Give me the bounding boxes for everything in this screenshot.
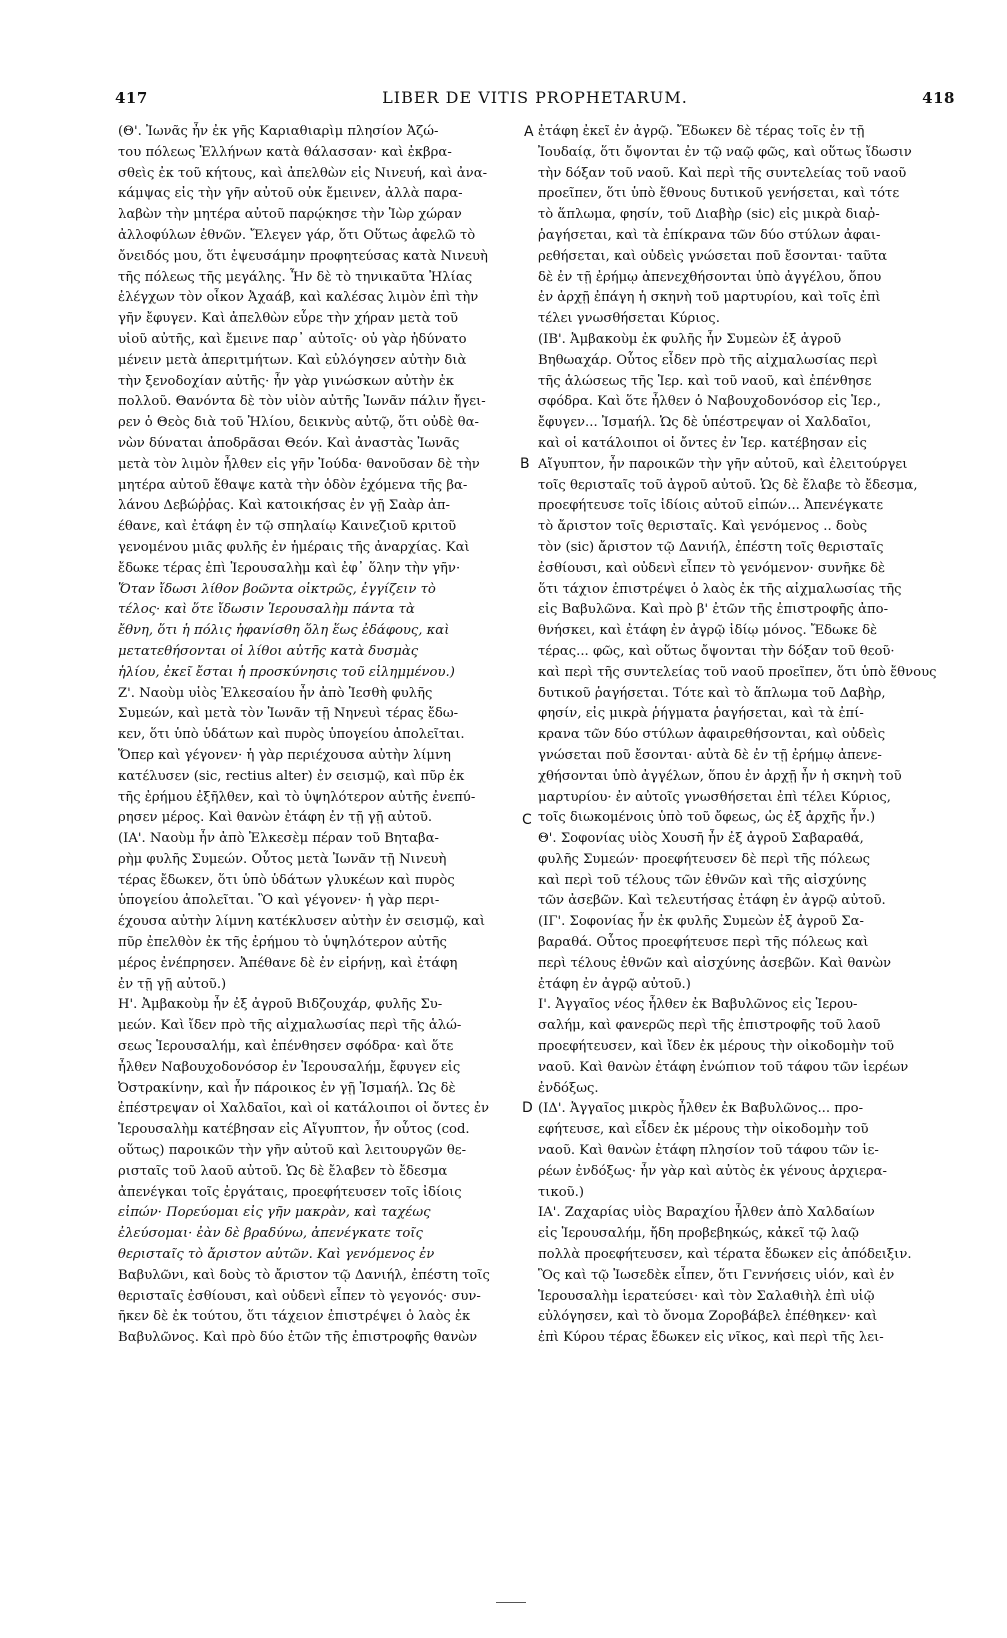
margin-mark-a: A	[524, 124, 534, 140]
text-line: μεών. Καὶ ἴδεν πρὸ τῆς αἰχμαλωσίας περὶ τῆς ἁλώ-	[118, 1018, 462, 1034]
text-line: Συμεών, καὶ μετὰ τὸν Ἰωνᾶν τῇ Νηνευὶ τέρας ἔδω-	[118, 706, 459, 722]
text-line: ναοῦ. Καὶ θανὼν ἐτάφη ἐνώπιον τοῦ τάφου τῶν ἱερέων	[538, 1059, 909, 1075]
text-line: ἐν τῇ γῇ αὐτοῦ.)	[118, 976, 227, 992]
text-line: τέλος· καὶ ὅτε ἴδωσιν Ἱερουσαλὴμ πάντα τὰ	[118, 602, 415, 618]
text-line: υἱοῦ αὐτῆς, καὶ ἔμεινε παρ᾽ αὐτοῖς· οὐ γὰρ ἠδύνατο	[118, 331, 467, 347]
text-line: ἐλέγχων τὸν οἶκον Ἀχαάβ, καὶ καλέσας λιμὸν ἐπὶ τὴν	[118, 290, 479, 306]
text-line: ρὴμ φυλῆς Συμεών. Οὗτος μετὰ Ἰωνᾶν τῇ Νινευὴ	[118, 851, 447, 867]
text-line: ὄνειδός μου, ὅτι ἐψευσάμην προφητεύσας κατὰ Νινευὴ	[118, 248, 488, 264]
text-line: ἐπέστρεψαν οἱ Χαλδαῖοι, καὶ οἱ κατάλοιποι οἱ ὄντες ἐν	[118, 1101, 490, 1117]
text-line: τὴν ξενοδοχίαν αὐτῆς· ἦν γὰρ γινώσκων αὐτὴν ἐκ	[118, 373, 455, 389]
text-line: μετατεθήσονται οἱ λίθοι αὐτῆς κατὰ δυσμὰς	[118, 643, 419, 659]
text-line: τέρας ἔδωκεν, ὅτι ὑπὸ ὑδάτων γλυκέων καὶ πυρὸς	[118, 872, 455, 888]
text-line: τικοῦ.)	[538, 1184, 585, 1200]
text-line: ἀπενέγκαι τοῖς ἐργάταις, προεφήτευσεν τοῖς ἰδίοις	[118, 1184, 462, 1200]
text-line: γνώσεται ποῦ ἔσονται· αὐτὰ δὲ ἐν τῇ ἐρήμῳ ἀπενε-	[538, 747, 882, 763]
margin-mark-c: C	[522, 812, 532, 828]
text-line: μέρος ἐνέπρησεν. Ἀπέθανε δὲ ἐν εἰρήνῃ, καὶ ἐτάφη	[118, 955, 458, 971]
text-line: ἐσθίουσι, καὶ οὐδενὶ εἶπεν τὸ γενόμενον· συνῆκε δὲ	[538, 560, 886, 576]
text-line: σεως Ἱερουσαλήμ, καὶ ἐπένθησεν σφόδρα· καὶ ὅτε	[118, 1039, 454, 1055]
text-line: Ζ'. Ναοὺμ υἱὸς Ἐλκεσαίου ἦν ἀπὸ Ἰεσθὴ φυλῆς	[118, 685, 433, 701]
text-line: έχουσα αὐτὴν λίμνη κατέκλυσεν αὐτὴν ἐν σεισμῷ, καὶ	[118, 914, 485, 930]
text-line: βαραθά. Οὗτος προεφήτευσε περὶ τῆς πόλεως καὶ	[538, 935, 869, 951]
text-line: Βαβυλῶνι, καὶ δοὺς τὸ ἄριστον τῷ Δανιήλ, ἐπέστη τοῖς	[118, 1267, 490, 1283]
text-line: ἀλλοφύλων ἐθνῶν. Ἔλεγεν γάρ, ὅτι Οὕτως ἀφελῶ τὸ	[118, 227, 476, 243]
text-line: (ΙΔ'. Ἀγγαῖος μικρὸς ἦλθεν ἐκ Βαβυλῶνος... προ-	[538, 1101, 864, 1117]
text-line: τὸν (sic) ἄριστον τῷ Δανιήλ, ἐπέστη τοῖς θερισταῖς	[538, 539, 884, 555]
page-number-left: 417	[115, 89, 148, 107]
text-line: μαρτυρίου· ἐν αὐτοῖς γνωσθήσεται ἐπὶ τέλει Κύριος,	[538, 789, 891, 805]
text-line: τοῖς διωκομένοις ὑπὸ τοῦ ὄφεως, ὡς ἐξ ἀρχῆς ἦν.)	[538, 810, 876, 826]
text-line: τοῖς θερισταῖς τοῦ ἀγροῦ αὐτοῦ. Ὡς δὲ ἔλαβε τὸ ἔδεσμα,	[538, 477, 918, 493]
text-line: εὐλόγησεν, καὶ τὸ ὄνομα Ζοροβάβελ ἐπέθηκεν· καὶ	[538, 1309, 878, 1325]
text-line: πῦρ ἐπελθὸν ἐκ τῆς ἐρήμου τὸ ὑψηλότερον αὐτῆς	[118, 935, 447, 951]
text-line: τὸ ἅπλωμα, φησίν, τοῦ Διαβὴρ (sic) εἰς μικρὰ διαῤ-	[538, 207, 880, 223]
text-line: ρισταῖς τοῦ λαοῦ αὐτοῦ. Ὡς δὲ ἔλαβεν τὸ ἔδεσμα	[118, 1163, 448, 1179]
text-line: ρησεν μέρος. Καὶ θανὼν ἐτάφη ἐν τῇ γῇ αὐτοῦ.	[118, 810, 433, 826]
text-line: λάνου Δεβώῤῥας. Καὶ κατοικήσας ἐν γῇ Σαὰρ ἀπ-	[118, 498, 451, 514]
text-line: θερισταῖς τὸ ἄριστον αὐτῶν. Καὶ γενόμενος ἐν	[118, 1247, 435, 1263]
text-line: ἔθνη, ὅτι ἡ πόλις ἠφανίσθη ὅλη ἕως ἐδάφους, καὶ	[118, 623, 450, 639]
text-line: καὶ περὶ τῆς συντελείας τοῦ ναοῦ προεῖπεν, ὅτι ὑπὸ ἔθνους	[538, 664, 937, 680]
text-line: ρεθήσεται, καὶ οὐδεὶς γνώσεται ποῦ ἔσονται· ταῦτα	[538, 248, 888, 264]
text-line: τὸ ἄριστον τοῖς θερισταῖς. Καὶ γενόμενος .. δοὺς	[538, 519, 868, 535]
text-line: ἦλθεν Ναβουχοδονόσορ ἐν Ἱερουσαλήμ, ἔφυγεν εἰς	[118, 1059, 461, 1075]
text-line: Ι'. Ἀγγαῖος νέος ἦλθεν ἐκ Βαβυλῶνος εἰς Ἱερου-	[538, 997, 858, 1013]
text-line: νὼν δύναται ἀποδρᾶσαι Θεόν. Καὶ ἀναστὰς Ἰωνᾶς	[118, 435, 460, 451]
text-line: εἰς Βαβυλῶνα. Καὶ πρὸ β' ἐτῶν τῆς ἐπιστροφῆς ἀπο-	[538, 602, 889, 618]
text-line: φυλῆς Συμεών· προεφήτευσεν δὲ περὶ τῆς πόλεως	[538, 851, 871, 867]
text-line: ὑπογείου ἀπολεῖται. Ὃ καὶ γέγονεν· ἡ γὰρ περι-	[118, 893, 440, 909]
text-line: του πόλεως Ἑλλήνων κατὰ θάλασσαν· καὶ ἐκβρα-	[118, 144, 452, 160]
text-line: Ἱερουσαλὴμ κατέβησαν εἰς Αἴγυπτον, ἦν οὗτος (cod.	[118, 1122, 470, 1138]
text-line: δυτικοῦ ῥαγήσεται. Τότε καὶ τὸ ἅπλωμα τοῦ Δαβὴρ,	[538, 685, 886, 701]
text-line: ΙΑ'. Ζαχαρίας υἱὸς Βαραχίου ἦλθεν ἀπὸ Χαλδαίων	[538, 1205, 875, 1221]
text-line: (Θ'. Ἰωνᾶς ἦν ἐκ γῆς Καριαθιαρὶμ πλησίον Ἀζώ-	[118, 124, 439, 139]
running-title: LIBER DE VITIS PROPHETARUM.	[382, 88, 688, 107]
text-line: ἐπὶ Κύρου τέρας ἔδωκεν εἰς νῖκος, καὶ περὶ τῆς λει-	[538, 1330, 884, 1346]
text-line: σθεὶς ἐκ τοῦ κήτους, καὶ ἀπελθὼν εἰς Νινευή, καὶ ἀνα-	[118, 165, 488, 181]
text-line: χθήσονται ὑπὸ ἀγγέλων, ὅπου ἐν ἀρχῇ ἦν ἡ σκηνὴ τοῦ	[538, 768, 902, 784]
text-line: καὶ οἱ κατάλοιποι οἱ ὄντες ἐν Ἱερ. κατέβησαν εἰς	[538, 435, 867, 451]
text-line: Η'. Ἀμβακοὺμ ἦν ἐξ ἀγροῦ Βιδζουχάρ, φυλῆς Συ-	[118, 997, 443, 1013]
text-line: ἡλίου, ἐκεῖ ἔσται ἡ προσκύνησις τοῦ εἰλημμένου.)	[118, 664, 455, 680]
page-number-right: 418	[922, 89, 955, 107]
text-line: κεν, ὅτι ὑπὸ ὑδάτων καὶ πυρὸς ὑπογείου ἀπολεῖται.	[118, 727, 465, 743]
text-line: προεῖπεν, ὅτι ὑπὸ ἔθνους δυτικοῦ γενήσεται, καὶ τότε	[538, 186, 900, 202]
text-line: καὶ περὶ τοῦ τέλους τῶν ἐθνῶν καὶ τῆς αἰσχύνης	[538, 872, 867, 888]
text-line: εφήτευσε, καὶ εἶδεν ἐκ μέρους τὴν οἰκοδομὴν τοῦ	[538, 1122, 869, 1138]
text-line: (ΙΓ'. Σοφονίας ἦν ἐκ φυλῆς Συμεὼν ἐξ ἀγροῦ Σα-	[538, 914, 864, 930]
text-line: κάμψας εἰς τὴν γῆν αὐτοῦ οὐκ ἔμεινεν, ἀλλὰ παρα-	[118, 186, 463, 202]
text-line: μένειν μετὰ ἀπεριτμήτων. Καὶ εὐλόγησεν αὐτὴν διὰ	[118, 352, 467, 368]
text-line: Αἴγυπτον, ἦν παροικῶν τὴν γῆν αὐτοῦ, καὶ ἐλειτούργει	[538, 456, 908, 472]
text-line: γῆν ἔφυγεν. Καὶ ἀπελθὼν εὗρε τὴν χήραν μετὰ τοῦ	[118, 311, 459, 327]
text-line: Ὃς καὶ τῷ Ἰωσεδὲκ εἶπεν, ὅτι Γεννήσεις υἱόν, καὶ ἐν	[538, 1267, 895, 1283]
text-line: ἐνδόξως.	[538, 1080, 599, 1096]
text-line: φησίν, εἰς μικρὰ ῥήγματα ῥαγήσεται, καὶ τὰ ἐπί-	[538, 706, 864, 722]
text-line: δὲ ἐν τῇ ἐρήμῳ ἀπενεχθήσονται ὑπὸ ἀγγέλου, ὅπου	[538, 269, 882, 285]
right-column	[538, 122, 943, 1349]
text-line: ρεν ὁ Θεὸς διὰ τοῦ Ἠλίου, δεικνὺς αὐτῷ, ὅτι οὐδὲ θα-	[118, 415, 479, 431]
footer-rule	[496, 1602, 526, 1604]
text-line: σφόδρα. Καὶ ὅτε ἦλθεν ὁ Ναβουχοδονόσορ εἰς Ἱερ.,	[538, 394, 881, 410]
text-line: περὶ τέλους ἐθνῶν καὶ αἰσχύνης ἀσεβῶν. Καὶ θανὼν	[538, 955, 891, 971]
text-line: τῆς ἐρήμου ἐξῆλθεν, καὶ τὸ ὑψηλότερον αὐτῆς ἐνεπύ-	[118, 789, 476, 805]
text-line: θνήσκει, καὶ ἐτάφη ἐν ἀγρῷ ἰδίῳ μόνος. Ἔδωκε δὲ	[538, 623, 878, 639]
text-line: οὕτως) παροικῶν τὴν γῆν αὐτοῦ καὶ λειτουργῶν θε-	[118, 1143, 467, 1159]
text-line: ὅτι τάχιον ἐπιστρέψει ὁ λαὸς ἐκ τῆς αἰχμαλωσίας τῆς	[538, 581, 902, 597]
text-line: ἐν ἀρχῇ ἐπάγη ἡ σκηνὴ τοῦ μαρτυρίου, καὶ τοῖς ἐπὶ	[538, 290, 881, 306]
text-line: Θ'. Σοφονίας υἱὸς Χουσῆ ἦν ἐξ ἀγροῦ Σαβαραθά,	[538, 831, 864, 847]
text-line: έθανε, καὶ ἐτάφη ἐν τῷ σπηλαίῳ Καινεζιοῦ κριτοῦ	[118, 519, 457, 535]
text-line: Ὅταν ἴδωσι λίθον βοῶντα οἰκτρῶς, ἐγγίζειν τὸ	[118, 581, 436, 597]
running-header	[115, 88, 955, 112]
text-line: κατέλυσεν (sic, rectius alter) ἐν σεισμῷ, καὶ πῦρ ἐκ	[118, 768, 465, 784]
text-line: ρέων ἐνδόξως· ἦν γὰρ καὶ αὐτὸς ἐκ γένους ἀρχιερα-	[538, 1163, 887, 1179]
text-line: ἔφυγεν... Ἰσμαήλ. Ὡς δὲ ὑπέστρεψαν οἱ Χαλδαῖοι,	[538, 415, 872, 431]
text-line: τῆς ἁλώσεως τῆς Ἱερ. καὶ τοῦ ναοῦ, καὶ ἐπένθησε	[538, 373, 872, 389]
text-line: Ἱερουσαλὴμ ἱερατεύσει· καὶ τὸν Σαλαθιὴλ ἐπὶ υἱῷ	[538, 1288, 875, 1304]
text-line: Βηθωαχάρ. Οὗτος εἶδεν πρὸ τῆς αἰχμαλωσίας περὶ	[538, 352, 878, 368]
margin-mark-b: B	[520, 456, 530, 472]
text-line: ῆκεν δὲ ἐκ τούτου, ὅτι τάχειον ἐπιστρέψει ὁ λαὸς ἐκ	[118, 1309, 471, 1325]
text-line: πολλὰ προεφήτευσεν, καὶ τέρατα ἔδωκεν εἰς ἀπόδειξιν.	[538, 1247, 912, 1263]
text-line: ἐτάφη ἐν ἀγρῷ αὐτοῦ.)	[538, 976, 691, 992]
text-line: πολλοῦ. Θανόντα δὲ τὸν υἱὸν αὐτῆς Ἰωνᾶν πάλιν ἤγει-	[118, 394, 486, 410]
text-line: ἔδωκε τέρας ἐπὶ Ἱερουσαλὴμ καὶ ἐφ᾽ ὅλην τὴν γῆν·	[118, 560, 461, 576]
text-line: μητέρα αὐτοῦ ἔθαψε κατὰ τὴν ὁδὸν ἐχόμενα τῆς βα-	[118, 477, 468, 493]
text-line: κρανα τῶν δύο στύλων ἀφαιρεθήσονται, καὶ οὐδεὶς	[538, 727, 886, 743]
text-line: τῶν ἀσεβῶν. Καὶ τελευτήσας ἐτάφη ἐν ἀγρῷ αὐτοῦ.	[538, 893, 886, 909]
text-line: εἰπών· Πορεύομαι εἰς γῆν μακρὰν, καὶ ταχέως	[118, 1205, 431, 1221]
text-line: θερισταῖς ἐσθίουσι, καὶ οὐδενὶ εἶπεν τὸ γεγονός· συν-	[118, 1288, 481, 1304]
text-line: μετὰ τὸν λιμὸν ἦλθεν εἰς γῆν Ἰούδα· θανοῦσαν δὲ τὴν	[118, 456, 480, 472]
text-line: (ΙΒ'. Ἀμβακοὺμ ἐκ φυλῆς ἦν Συμεὼν ἐξ ἀγροῦ	[538, 331, 842, 347]
margin-mark-d: D	[522, 1100, 533, 1116]
text-line: γενομένου μιᾶς φυλῆς ἐν ἡμέραις τῆς ἀναρχίας. Καὶ	[118, 539, 470, 555]
text-line: Ὅπερ καὶ γέγονεν· ἡ γὰρ περιέχουσα αὐτὴν λίμνη	[118, 747, 451, 763]
text-line: τὴν δόξαν τοῦ ναοῦ. Καὶ περὶ τῆς συντελείας τοῦ ναοῦ	[538, 165, 907, 181]
text-line: τέλει γνωσθήσεται Κύριος.	[538, 311, 720, 327]
text-line: τῆς πόλεως τῆς μεγάλης. Ἦν δὲ τὸ τηνικαῦτα Ἠλίας	[118, 269, 473, 285]
text-line: (ΙΑ'. Ναοὺμ ἦν ἀπὸ Ἐλκεσὲμ πέραν τοῦ Βηταβα-	[118, 831, 439, 847]
text-line: τέρας... φῶς, καὶ οὕτως ὄψονται τὴν δόξαν τοῦ θεοῦ·	[538, 643, 895, 659]
text-line: ῥαγήσεται, καὶ τὰ ἐπίκρανα τῶν δύο στύλων ἀφαι-	[538, 227, 881, 243]
text-line: ἐτάφη ἐκεῖ ἐν ἀγρῷ. Ἔδωκεν δὲ τέρας τοῖς ἐν τῇ	[538, 124, 865, 139]
text-line: σαλήμ, καὶ φανερῶς περὶ τῆς ἐπιστροφῆς τοῦ λαοῦ	[538, 1018, 881, 1034]
text-line: Ἰουδαίᾳ, ὅτι ὄψονται ἐν τῷ ναῷ φῶς, καὶ οὕτως ἴδωσιν	[538, 144, 912, 160]
text-line: Βαβυλῶνος. Καὶ πρὸ δύο ἐτῶν τῆς ἐπιστροφῆς θανὼν	[118, 1330, 478, 1346]
text-line: ἐλεύσομαι· ἐὰν δὲ βραδύνω, ἀπενέγκατε τοῖς	[118, 1226, 423, 1242]
text-line: λαβὼν τὴν μητέρα αὐτοῦ παρῴκησε τὴν Ἰὼρ χώραν	[118, 207, 462, 223]
text-line: Ὀστρακίνην, καὶ ἦν πάροικος ἐν γῇ Ἰσμαήλ. Ὡς δὲ	[118, 1080, 456, 1096]
text-line: ναοῦ. Καὶ θανὼν ἐτάφη πλησίον τοῦ τάφου τῶν ἱε-	[538, 1143, 879, 1159]
text-line: εἰς Ἱερουσαλήμ, ἤδη προβεβηκώς, κἀκεῖ τῷ λαῷ	[538, 1226, 859, 1242]
text-line: προεφήτευσεν, καὶ ἴδεν ἐκ μέρους τὴν οἰκοδομὴν τοῦ	[538, 1039, 895, 1055]
left-column	[118, 122, 523, 1349]
text-line: προεφήτευσε τοῖς ἰδίοις αὐτοῦ εἰπών... Ἀπενέγκατε	[538, 498, 884, 514]
